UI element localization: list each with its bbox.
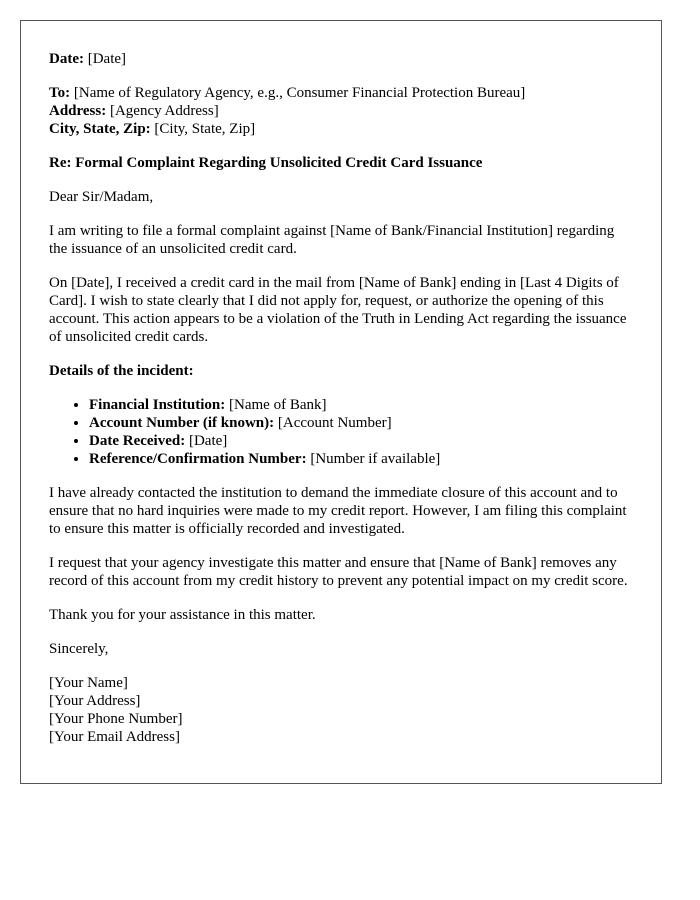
address-line: Address: [Agency Address] [49, 103, 219, 119]
body-paragraph: I am writing to file a formal complaint against [Name of Bank/Financial Institution] regarding the issuance of an unsolicited credit card. [49, 223, 615, 257]
body-paragraph: On [Date], I received a credit card in the mail from [Name of Bank] ending in [Last 4 Digits of Card]. I wish to state clearly that I did not apply for, request, or authorize the opening of this account. This action appears to be a violation of the Truth in Lending Act regarding the issuance of unsolicited credit cards. [49, 275, 627, 345]
city-line: City, State, Zip: [City, State, Zip] [49, 121, 256, 137]
signoff: Sincerely, [49, 641, 109, 657]
body-paragraph: Thank you for your assistance in this matter. [49, 607, 316, 623]
body-paragraph: I request that your agency investigate this matter and ensure that [Name of Bank] removes any record of this account from my credit history to prevent any potential impact on my credit score. [49, 555, 628, 589]
list-item: • Financial Institution: [Name of Bank] [89, 396, 633, 414]
signature-name: [Your Name] [49, 675, 128, 691]
subject-line: Re: Formal Complaint Regarding Unsolicited Credit Card Issuance [49, 155, 483, 171]
list-item: • Reference/Confirmation Number: [Number if available] [89, 450, 633, 468]
body-paragraph: I have already contacted the institution to demand the immediate closure of this account and to ensure that no hard inquiries were made to my credit report. However, I am filing this complaint to ensure this matter is officially recorded and investigated. [49, 485, 627, 537]
recipient-block [49, 84, 633, 138]
list-item: • Account Number (if known): [Account Number] [89, 414, 633, 432]
to-line: To: [Name of Regulatory Agency, e.g., Consumer Financial Protection Bureau] [49, 85, 526, 101]
signature-address: [Your Address] [49, 693, 141, 709]
complaint-letter [20, 20, 662, 784]
details-list [49, 396, 633, 468]
details-heading: Details of the incident: [49, 363, 194, 379]
signature-email: [Your Email Address] [49, 729, 180, 745]
list-item: • Date Received: [Date] [89, 432, 633, 450]
date-line: Date: [Date] [49, 51, 127, 67]
signature-block [49, 674, 633, 746]
salutation: Dear Sir/Madam, [49, 189, 154, 205]
signature-phone: [Your Phone Number] [49, 711, 183, 727]
